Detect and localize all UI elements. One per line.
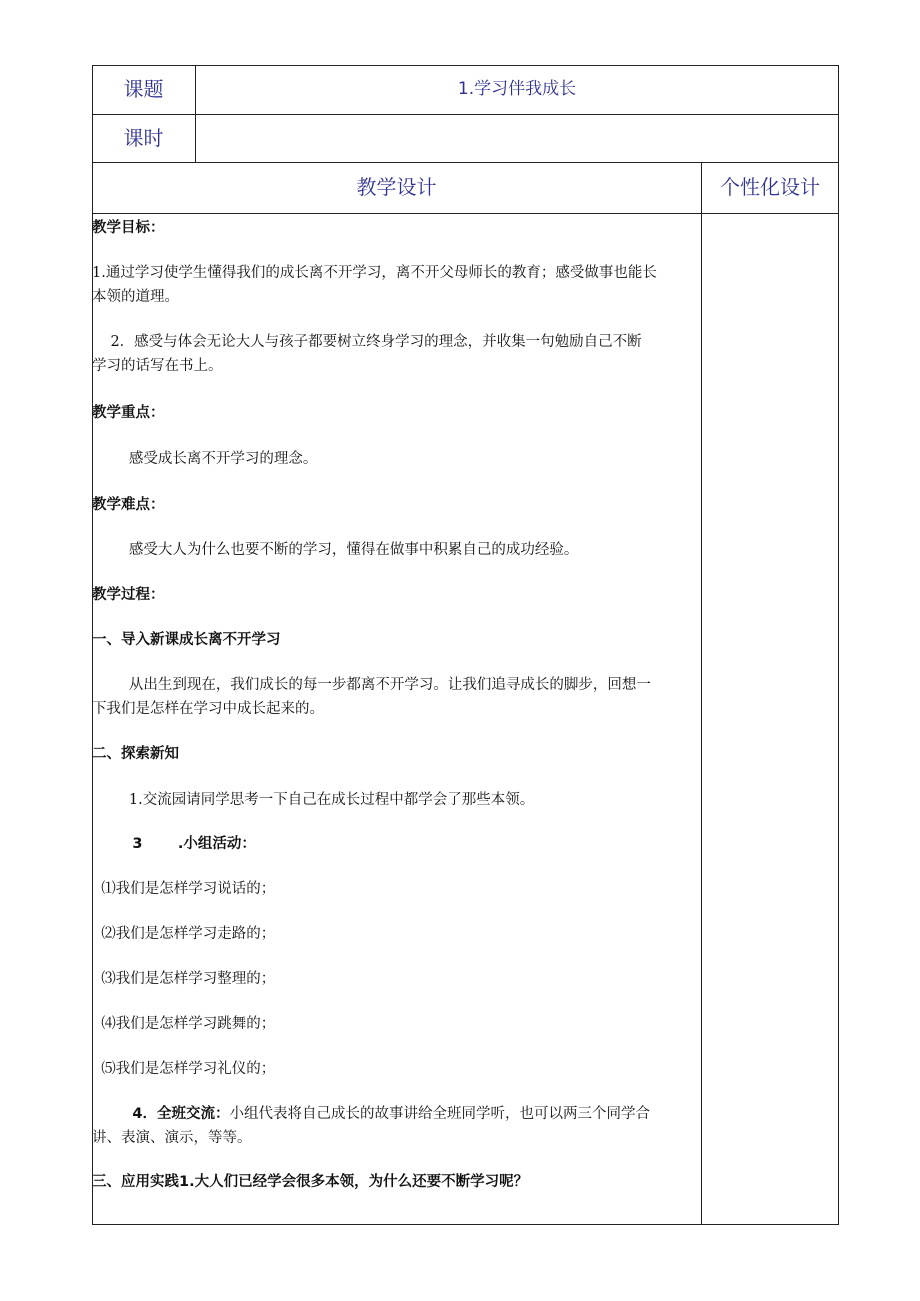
difficulty-text: 感受大人为什么也要不断的学习，懂得在做事中积累自己的成功经验。 — [92, 542, 579, 558]
personal-design-heading: 个性化设计 — [720, 175, 820, 199]
goal-heading: 教学目标： — [92, 220, 165, 236]
section-2-item-3: 3 .小组活动： — [92, 836, 256, 852]
key-point-heading: 教学重点： — [92, 405, 165, 421]
item-4-text: 小组代表将自己成长的故事讲给全班同学听，也可以两三个同学合 — [229, 1106, 650, 1122]
period-label: 课时 — [123, 126, 164, 150]
section-3-heading: 三、应用实践1.大人们已经学会很多本领，为什么还要不断学习呢？ — [92, 1174, 529, 1190]
topic-label: 课题 — [123, 77, 164, 101]
goal-item-2-line-2: 学习的话写在书上。 — [92, 358, 223, 374]
period-value — [195, 114, 839, 162]
design-heading: 教学设计 — [356, 175, 437, 199]
section-2-item-4-line-2: 讲、表演、演示，等等。 — [92, 1130, 252, 1146]
personal-column-divider — [701, 162, 702, 1225]
activity-item-2: ⑵我们是怎样学习走路的； — [92, 926, 276, 942]
activity-item-5: ⑸我们是怎样学习礼仪的； — [92, 1061, 276, 1077]
item-4-lead: 4．全班交流： — [92, 1106, 230, 1122]
row-divider-3 — [92, 213, 839, 214]
section-1-heading: 一、导入新课成长离不开学习 — [92, 632, 281, 648]
section-2-item-4-line-1 — [92, 1102, 700, 1126]
section-2-item-1: 1.交流园请同学思考一下自己在成长过程中都学会了那些本领。 — [92, 792, 535, 808]
goal-item-1-line-1: 1.通过学习使学生懂得我们的成长离不开学习，离不开父母师长的教育；感受做事也能长 — [92, 265, 657, 281]
activity-item-1: ⑴我们是怎样学习说话的； — [92, 881, 276, 897]
section-2-heading: 二、探索新知 — [92, 746, 179, 762]
process-heading: 教学过程： — [92, 587, 165, 603]
activity-item-4: ⑷我们是怎样学习跳舞的； — [92, 1016, 276, 1032]
goal-item-2-line-1: 2．感受与体会无论大人与孩子都要树立终身学习的理念，并收集一句勉励自己不断 — [92, 334, 642, 350]
section-1-line-2: 下我们是怎样在学习中成长起来的。 — [92, 701, 324, 717]
section-1-line-1: 从出生到现在，我们成长的每一步都离不开学习。让我们追寻成长的脚步，回想一 — [92, 677, 651, 693]
difficulty-heading: 教学难点： — [92, 497, 165, 513]
key-point-text: 感受成长离不开学习的理念。 — [92, 451, 318, 467]
topic-value: 1.学习伴我成长 — [457, 79, 577, 99]
goal-item-1-line-2: 本领的道理。 — [92, 289, 179, 305]
activity-item-3: ⑶我们是怎样学习整理的； — [92, 971, 276, 987]
